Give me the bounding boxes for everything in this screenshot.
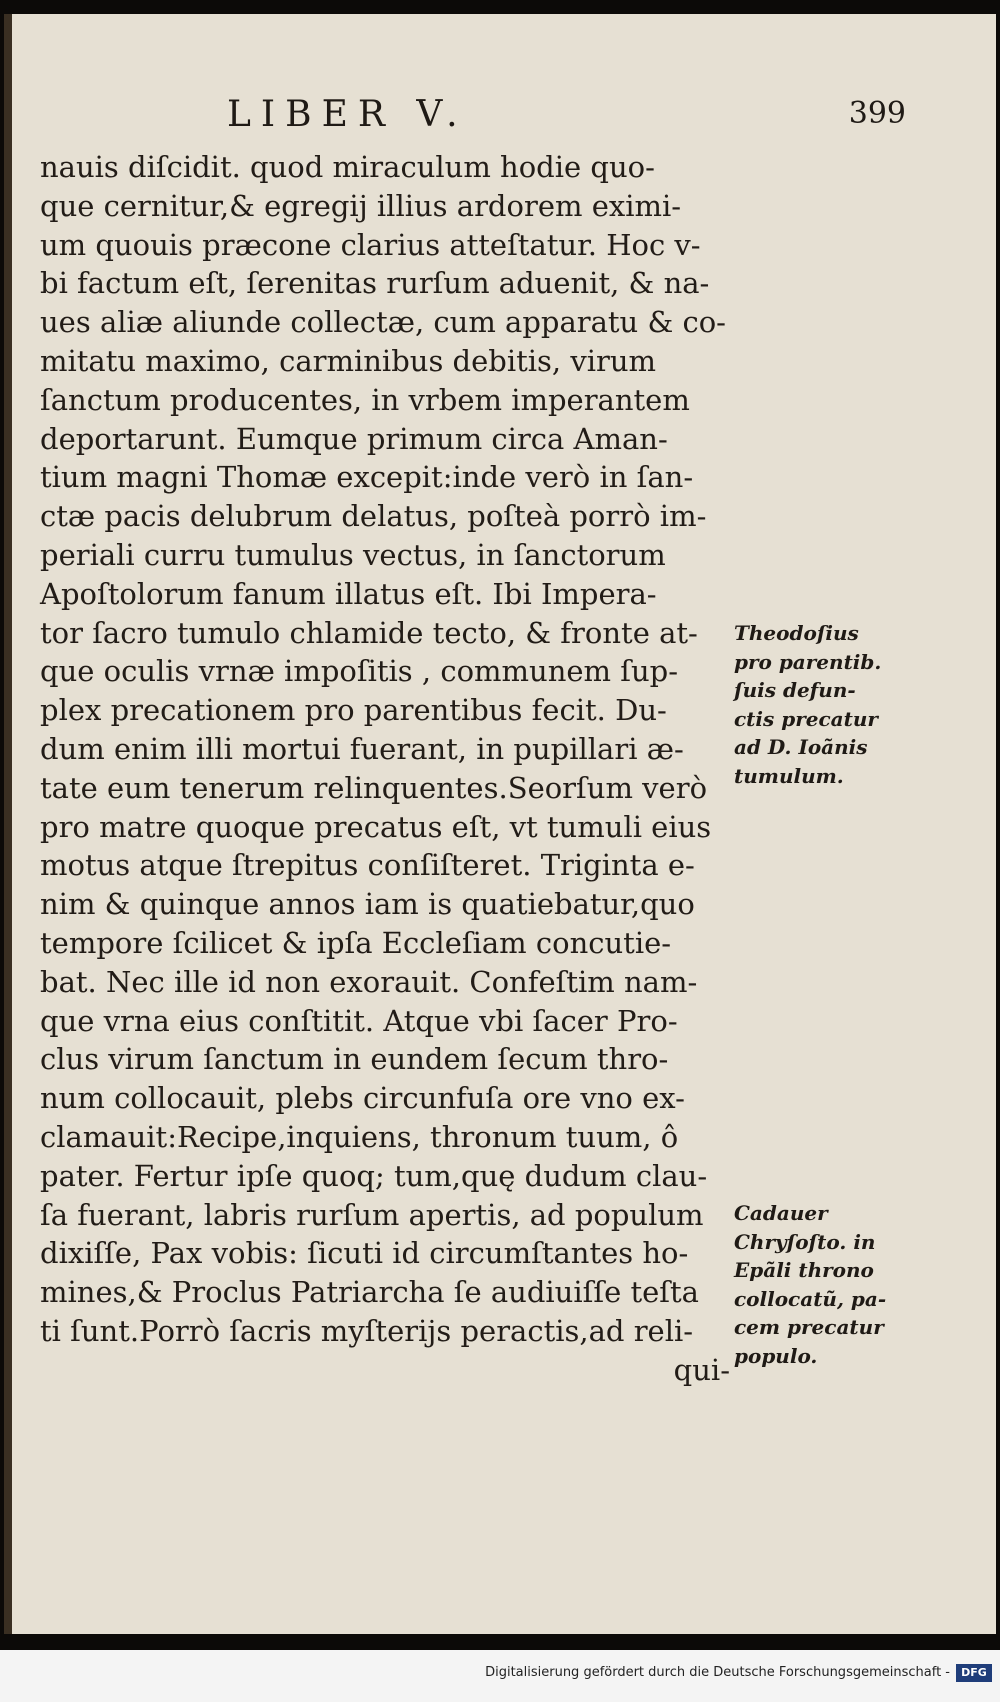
text-line: dum enim illi mortui fuerant, in pupillari æ- xyxy=(40,731,684,766)
margin-note-cadaver xyxy=(734,1199,894,1370)
footer-credit: Digitalisierung gefördert durch die Deutsche Forschungsgemeinschaft - xyxy=(485,1665,950,1680)
text-line: clamauit:Recipe,inquiens, thronum tuum, ô xyxy=(40,1119,679,1154)
text-line: bi factum eſt, ſerenitas rurſum aduenit, & na- xyxy=(40,266,710,301)
margin-note-line: ctis precatur xyxy=(734,706,878,731)
page-number: 399 xyxy=(848,96,906,131)
page-header xyxy=(227,94,906,154)
text-line: clus virum ſanctum in eundem ſecum thro- xyxy=(40,1042,669,1077)
margin-note-line: pro parentib. xyxy=(734,649,882,674)
text-line: ues aliæ aliunde collectæ, cum apparatu & co- xyxy=(40,305,726,340)
text-line: tium magni Thomæ excepit:inde verò in ſan- xyxy=(40,460,694,495)
dfg-logo: DFG xyxy=(956,1664,992,1682)
text-line: plex precationem pro parentibus fecit. Du- xyxy=(40,693,667,728)
text-line: que oculis vrnæ impoſitis , communem ſup- xyxy=(40,654,679,689)
text-line: nauis diſcidit. quod miraculum hodie quo- xyxy=(40,150,655,184)
text-line: num collocauit, plebs circunfuſa ore vno ex- xyxy=(40,1081,685,1116)
text-line: dixiſſe, Pax vobis: ſicuti id circumſtantes ho- xyxy=(40,1236,689,1271)
text-line: ſanctum producentes, in vrbem imperantem xyxy=(40,382,690,417)
body-text xyxy=(40,148,730,1390)
margin-note-theodosius xyxy=(734,619,894,790)
text-line: nim & quinque annos iam is quatiebatur,quo xyxy=(40,887,695,922)
margin-note-line: populo. xyxy=(734,1343,818,1368)
text-line: tor ſacro tumulo chlamide tecto, & fronte at- xyxy=(40,615,698,650)
text-line: Apoſtolorum fanum illatus eſt. Ibi Impera- xyxy=(40,576,657,611)
text-line: ti ſunt.Porrò ſacris myſterijs peractis,ad reli- xyxy=(40,1313,694,1348)
text-line: ſa fuerant, labris rurſum apertis, ad populum xyxy=(40,1197,704,1232)
margin-note-line: Cadauer xyxy=(734,1201,828,1225)
text-line: deportarunt. Eumque primum circa Aman- xyxy=(40,421,668,456)
catchword: qui- xyxy=(673,1352,730,1387)
margin-note-line: Theodoſius xyxy=(734,621,859,645)
book-page xyxy=(4,14,996,1634)
text-line: pro matre quoque precatus eſt, vt tumuli eius xyxy=(40,809,712,844)
margin-note-line: ad D. Ioãnis xyxy=(734,735,868,759)
running-head: LIBER V. xyxy=(227,94,468,135)
text-line: tate eum tenerum relinquentes.Seorſum verò xyxy=(40,770,708,805)
margin-note-line: collocatũ, pa- xyxy=(734,1286,887,1311)
text-line: ctæ pacis delubrum delatus, poſteà porrò im- xyxy=(40,499,707,534)
digitization-footer xyxy=(0,1650,1000,1702)
text-line: mitatu maximo, carminibus debitis, virum xyxy=(40,343,657,378)
text-line: tempore ſcilicet & ipſa Eccleſiam concutie- xyxy=(40,925,672,960)
text-line: que cernitur,& egregij illius ardorem eximi- xyxy=(40,188,682,223)
text-line: bat. Nec ille id non exorauit. Confeſtim nam- xyxy=(40,964,698,999)
text-line: que vrna eius conſtitit. Atque vbi ſacer Pro- xyxy=(40,1003,678,1038)
text-line: motus atque ſtrepitus conſiſteret. Triginta e- xyxy=(40,848,695,883)
margin-note-line: ſuis defun- xyxy=(734,678,856,702)
margin-note-line: Chryſoſto. in xyxy=(734,1229,876,1254)
text-line: um quouis præcone clarius atteſtatur. Hoc v- xyxy=(40,227,701,262)
margin-note-line: Epãli throno xyxy=(734,1258,874,1282)
text-line: pater. Fertur ipſe quoq; tum,quę dudum clau- xyxy=(40,1158,708,1193)
text-line: mines,& Proclus Patriarcha ſe audiuiſſe teſta xyxy=(40,1275,699,1310)
margin-note-line: tumulum. xyxy=(734,763,844,788)
text-line: periali curru tumulus vectus, in ſanctorum xyxy=(40,537,666,572)
margin-note-line: cem precatur xyxy=(734,1315,884,1339)
